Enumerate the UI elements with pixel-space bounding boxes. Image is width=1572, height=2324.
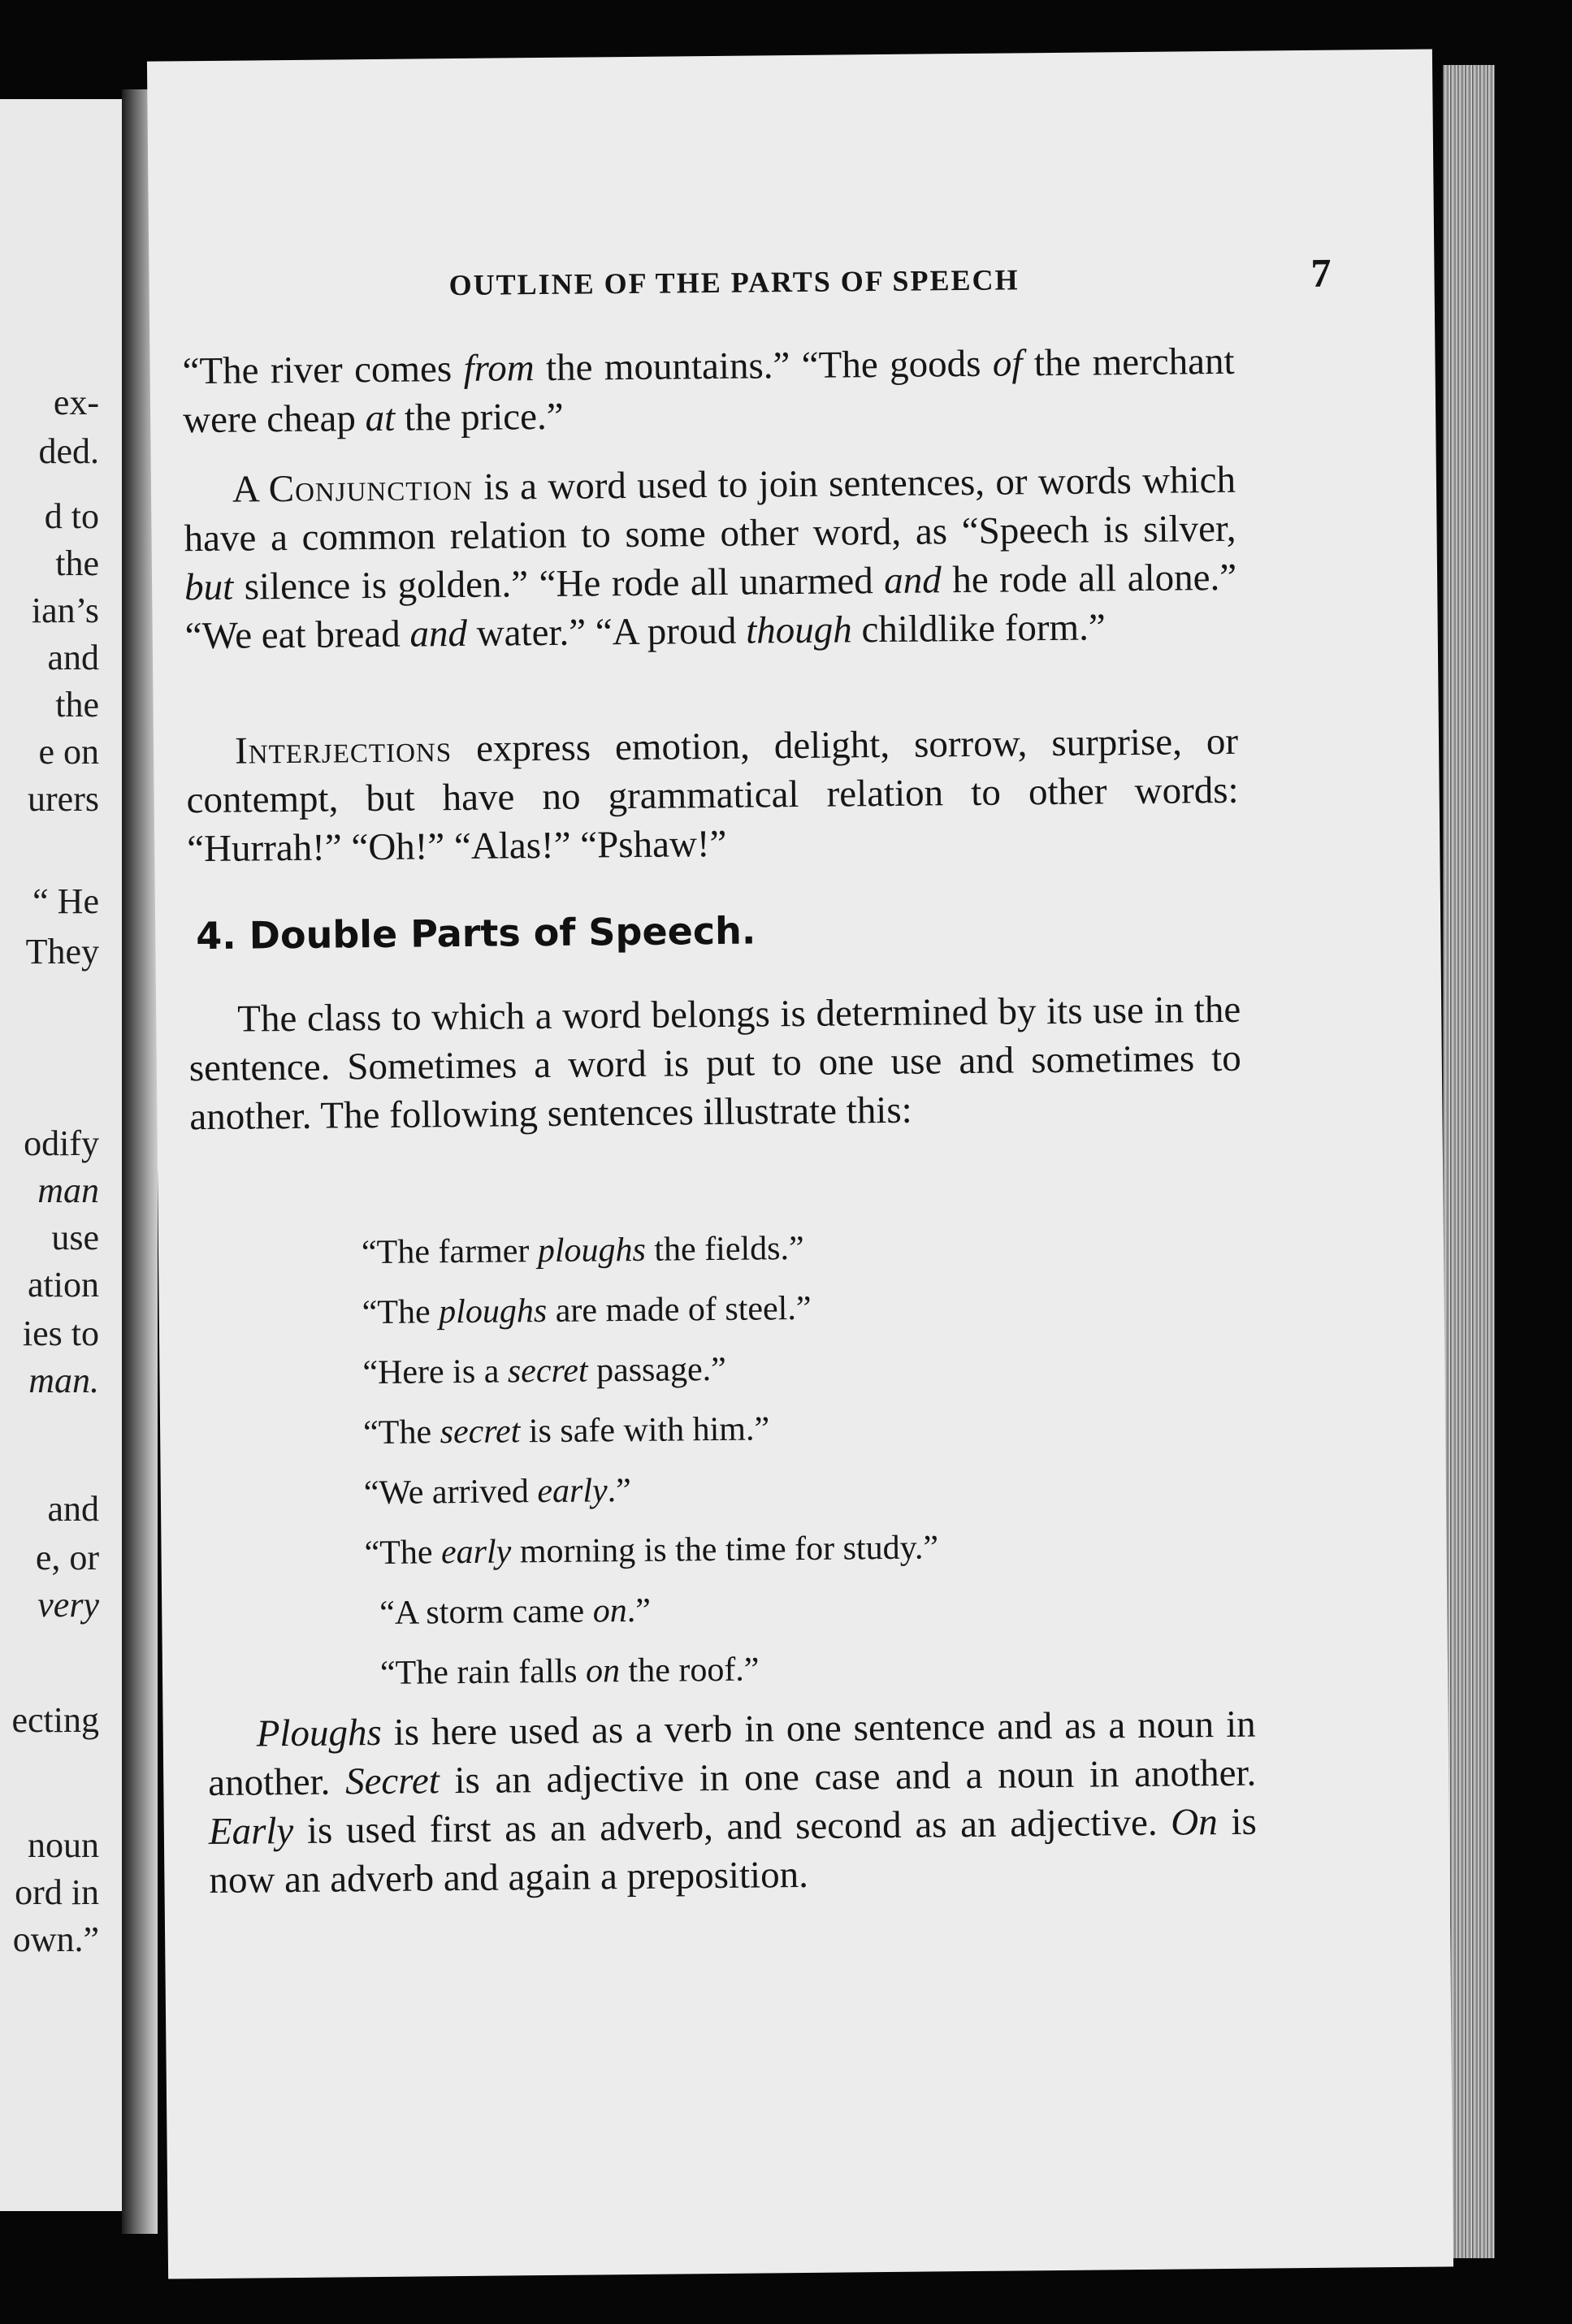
highlighted-word: secret [440, 1413, 521, 1452]
example-sentence: “The secret is safe with him.” [362, 1410, 770, 1452]
section-heading: 4. Double Parts of Speech. [196, 908, 756, 959]
highlighted-word: ploughs [537, 1231, 647, 1270]
term-conjunction: Conjunction [268, 465, 474, 511]
example-sentence: “The rain falls on the roof.” [379, 1651, 760, 1692]
example-sentences [362, 1216, 1098, 1704]
previous-page-fragment: urers [28, 779, 99, 819]
page-number: 7 [1310, 249, 1332, 296]
highlighted-word: ploughs [438, 1292, 548, 1331]
highlighted-word: early [440, 1533, 512, 1572]
previous-page-fragment: the [55, 543, 99, 583]
example-sentence: “The ploughs are made of steel.” [362, 1289, 812, 1332]
previous-page-fragment: use [51, 1218, 99, 1257]
highlighted-word: secret [507, 1352, 588, 1391]
previous-page-fragment: ord in [15, 1872, 99, 1912]
previous-page-fragment: “ He [32, 881, 99, 921]
example-sentence: “Here is a secret passage.” [362, 1350, 727, 1392]
previous-page-fragment: and [47, 638, 99, 677]
previous-page-fragment: odify [24, 1123, 99, 1163]
example-sentence: “The farmer ploughs the fields.” [361, 1229, 804, 1272]
paragraph-interjections: Interjections express emotion, delight, sorrow, surprise, or contempt, but have no grammatical relation to other words: “Hurrah!” “Oh!” “Alas!” “Pshaw!” [186, 720, 1239, 871]
example-sentence: “The early morning is the time for study.” [364, 1529, 939, 1573]
book-page [147, 49, 1453, 2279]
paragraph-class-of-word: The class to which a word belongs is determined by its use in the sentence. Sometimes a word is put to one use and sometimes to another. The following sentences illustrate this: [188, 988, 1242, 1139]
previous-page-edge [0, 99, 122, 2211]
previous-page-fragment: man. [28, 1361, 99, 1400]
previous-page-fragment: They [25, 932, 99, 972]
paragraph-conjunction: A Conjunction is a word used to join sentences, or words which have a common relation to some other word, as “Speech is silver, but silence is golden.” “He rode all unarmed and he rode all alone.” “We eat bread and water.” “A proud though childlike form.” [184, 458, 1237, 658]
previous-page-fragment: the [55, 685, 99, 725]
previous-page-fragment: ded. [38, 431, 99, 471]
page-stack-edge [1443, 65, 1495, 2258]
previous-page-fragment: own.” [12, 1919, 99, 1959]
paragraph-prepositions-examples: “The river comes from the mountains.” “The goods of the merchant were cheap at the price.” [182, 340, 1235, 442]
running-title: OUTLINE OF THE PARTS OF SPEECH [448, 263, 1020, 302]
previous-page-fragment: ecting [11, 1700, 99, 1740]
previous-page-fragment: and [47, 1489, 99, 1529]
previous-page-fragment: ies to [22, 1313, 99, 1353]
previous-page-fragment: e, or [35, 1538, 99, 1577]
previous-page-fragment: man [37, 1171, 99, 1210]
previous-page-fragment: e on [38, 732, 99, 772]
previous-page-fragment: noun [28, 1825, 99, 1865]
paragraph-explanation: Ploughs is here used as a verb in one sentence and as a noun in another. Secret is an adjective in one case and a noun in another. Early is used first as an adverb, and second as an adjective. On is now an adverb and again a preposition. [208, 1703, 1258, 1902]
example-sentence: “We arrived early.” [363, 1472, 632, 1513]
highlighted-word: on [592, 1592, 627, 1630]
previous-page-fragment: very [37, 1585, 99, 1625]
term-interjections: Interjections [234, 728, 453, 773]
previous-page-fragment: ation [28, 1265, 99, 1305]
previous-page-fragment: ian’s [31, 591, 99, 630]
previous-page-fragment: ex- [53, 383, 99, 422]
highlighted-word: early [537, 1472, 608, 1511]
previous-page-fragment: d to [44, 496, 99, 536]
highlighted-word: on [585, 1652, 621, 1690]
example-sentence: “A storm came on.” [379, 1591, 652, 1632]
